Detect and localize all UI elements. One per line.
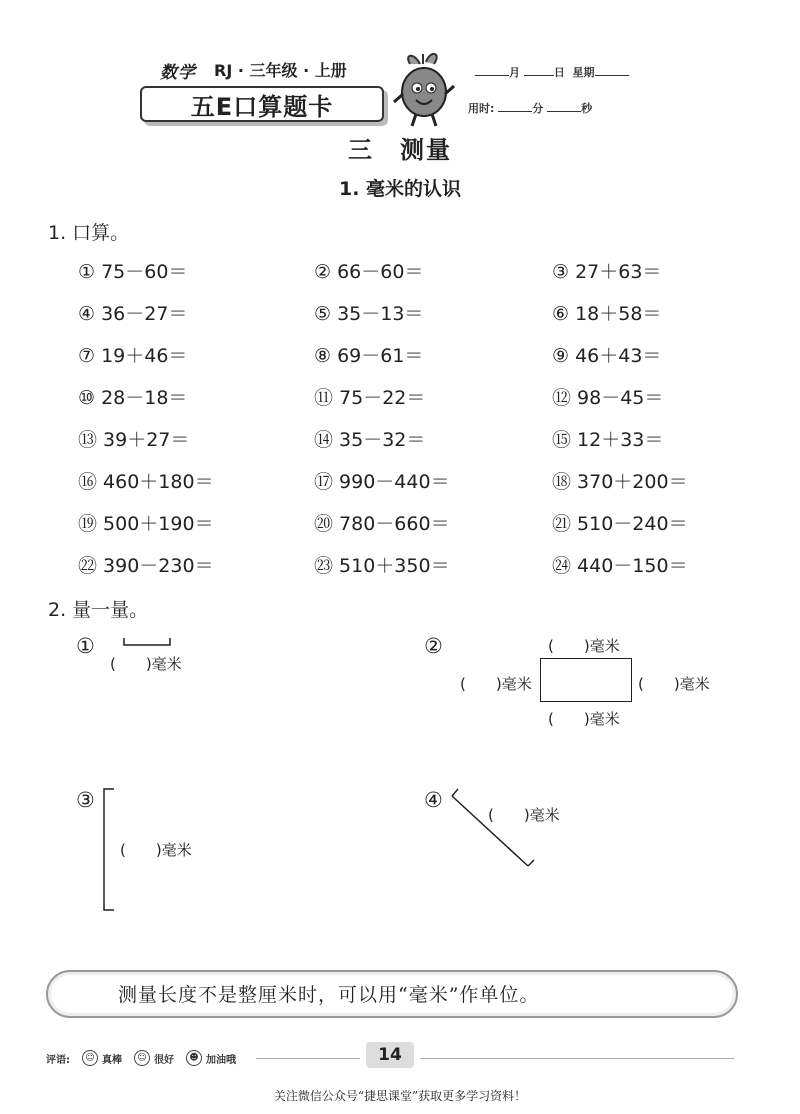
problem-21: ㉑ 510－240＝ xyxy=(552,513,688,535)
time-label: 用时: xyxy=(468,102,495,115)
problem-19: ⑲ 500＋190＝ xyxy=(78,513,214,535)
problem-18: ⑱ 370＋200＝ xyxy=(552,471,688,493)
problem-12: ⑫ 98－45＝ xyxy=(552,387,664,409)
problem-16: ⑯ 460＋180＝ xyxy=(78,471,214,493)
rating-excellent: 真棒 xyxy=(102,1054,122,1066)
section2-title: 2. 量一量。 xyxy=(48,599,149,621)
measure-item-3-number: ③ xyxy=(76,788,95,812)
problem-14: ⑭ 35－32＝ xyxy=(314,429,426,451)
rating-label: 评语: xyxy=(46,1054,70,1066)
problem-3: ③ 27＋63＝ xyxy=(552,261,662,283)
brand-title: 五E口算题卡 xyxy=(140,86,384,122)
problem-23: ㉓ 510＋350＝ xyxy=(314,555,450,577)
problem-13: ⑬ 39＋27＝ xyxy=(78,429,190,451)
measure-item-3-segment xyxy=(100,786,120,914)
measure-item-2-top-label: ( )毫米 xyxy=(548,637,620,655)
keep-going-face-icon: ☻ xyxy=(186,1050,202,1066)
tip-text: 测量长度不是整厘米时，可以用“毫米”作单位。 xyxy=(118,984,540,1006)
measure-item-2-number: ② xyxy=(424,634,443,658)
problem-24: ㉔ 440－150＝ xyxy=(552,555,688,577)
rating-keep-going: 加油哦 xyxy=(206,1054,236,1066)
measure-item-3-label: ( )毫米 xyxy=(120,841,192,859)
subject-label: 数学 xyxy=(160,63,196,83)
measure-item-1-label: ( )毫米 xyxy=(110,655,182,673)
book-label: RJ · 三年级 · 上册 xyxy=(214,61,347,80)
problem-17: ⑰ 990－440＝ xyxy=(314,471,450,493)
measure-item-2-rectangle xyxy=(540,658,632,702)
problem-8: ⑧ 69－61＝ xyxy=(314,345,424,367)
weekday-label: 星期 xyxy=(572,66,595,79)
seconds-label: 秒 xyxy=(581,102,593,115)
time-line xyxy=(468,100,592,116)
bottom-note: 关注微信公众号“捷思课堂”获取更多学习资料！ xyxy=(273,1089,527,1103)
footer-divider-right xyxy=(420,1058,734,1059)
problem-2: ② 66－60＝ xyxy=(314,261,424,283)
page-number: 14 xyxy=(366,1042,414,1068)
problem-7: ⑦ 19＋46＝ xyxy=(78,345,188,367)
excellent-face-icon: ☺ xyxy=(82,1050,98,1066)
unit-title: 三 测量 xyxy=(348,136,452,164)
mascot-illustration xyxy=(390,50,460,130)
problem-4: ④ 36－27＝ xyxy=(78,303,188,325)
problem-6: ⑥ 18＋58＝ xyxy=(552,303,662,325)
measure-item-1-number: ① xyxy=(76,634,95,658)
measure-item-2-bottom-label: ( )毫米 xyxy=(548,710,620,728)
problem-1: ① 75－60＝ xyxy=(78,261,188,283)
month-label: 月 xyxy=(509,66,520,79)
problem-10: ⑩ 28－18＝ xyxy=(78,387,188,409)
lesson-title: 1. 毫米的认识 xyxy=(338,178,462,200)
date-line xyxy=(475,64,629,80)
rating-good: 很好 xyxy=(154,1054,174,1066)
problem-11: ⑪ 75－22＝ xyxy=(314,387,426,409)
problem-5: ⑤ 35－13＝ xyxy=(314,303,424,325)
problem-20: ⑳ 780－660＝ xyxy=(314,513,450,535)
measure-item-1-segment xyxy=(120,636,174,648)
minutes-label: 分 xyxy=(532,102,544,115)
problem-22: ㉒ 390－230＝ xyxy=(78,555,214,577)
problem-9: ⑨ 46＋43＝ xyxy=(552,345,662,367)
good-face-icon: ☺ xyxy=(134,1050,150,1066)
section1-title: 1. 口算。 xyxy=(48,222,130,244)
rating-row xyxy=(46,1050,236,1066)
measure-item-4-label: ( )毫米 xyxy=(488,806,560,824)
day-label: 日 xyxy=(553,66,565,79)
measure-item-4-segment xyxy=(448,786,540,872)
problem-15: ⑮ 12＋33＝ xyxy=(552,429,664,451)
measure-item-2-right-label: ( )毫米 xyxy=(638,675,710,693)
footer-divider-left xyxy=(256,1058,360,1059)
measure-item-2-left-label: ( )毫米 xyxy=(460,675,532,693)
measure-item-4-number: ④ xyxy=(424,788,443,812)
